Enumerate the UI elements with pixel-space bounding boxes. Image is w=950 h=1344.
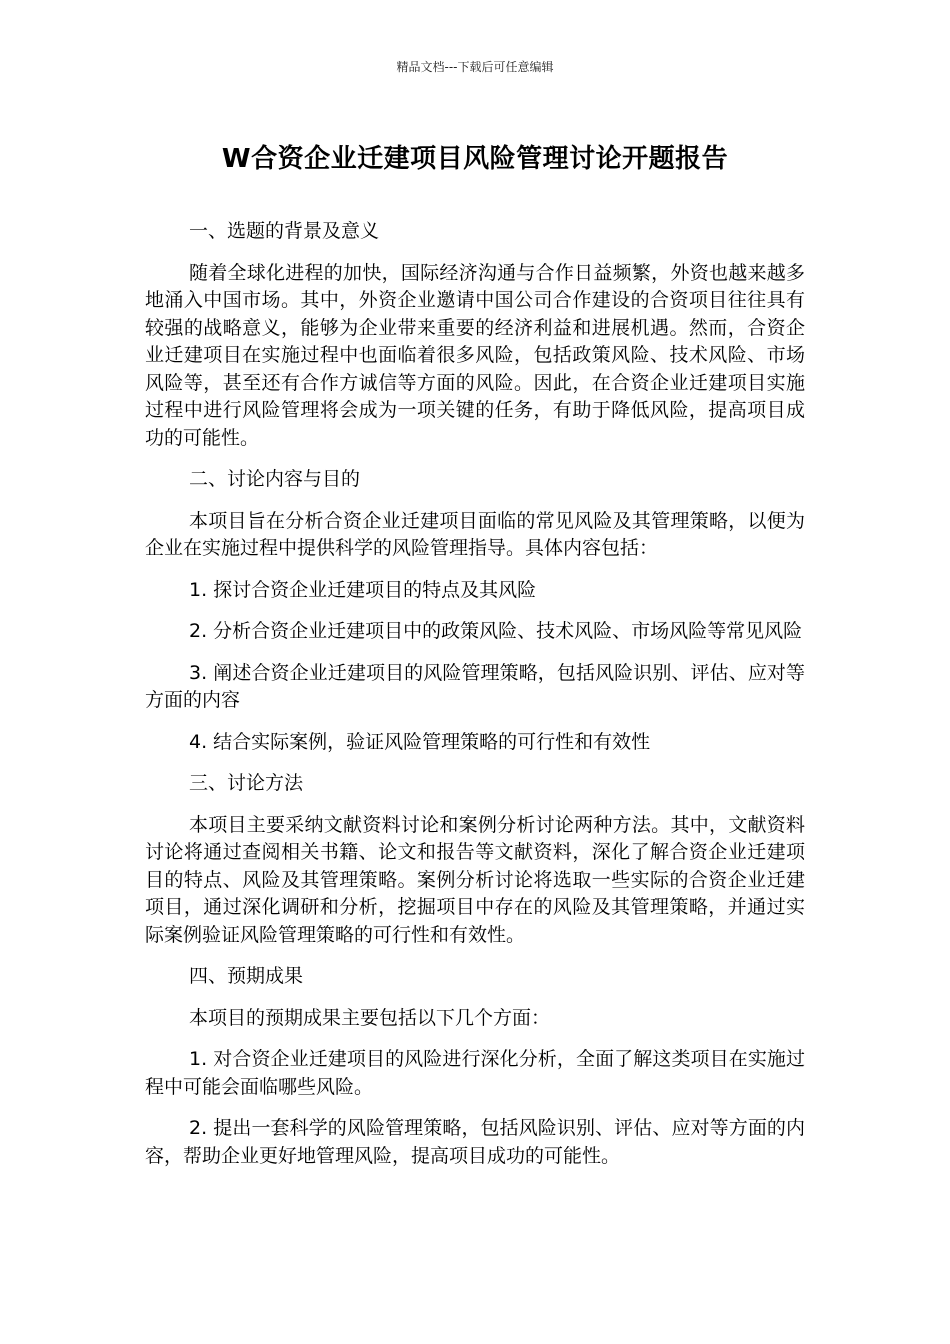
paragraph-content-intro: 本项目旨在分析合资企业迁建项目面临的常见风险及其管理策略，以便为企业在实施过程中提供科学的风险管理指导。具体内容包括： [145,509,805,559]
list-item-content-1: 1. 探讨合资企业迁建项目的特点及其风险 [189,578,537,601]
list-item-content-2: 2. 分析合资企业迁建项目中的政策风险、技术风险、市场风险等常见风险 [189,620,803,642]
section-heading-outcomes: 四、预期成果 [189,965,304,987]
section-heading-content: 二、讨论内容与目的 [189,468,361,490]
list-item-outcome-2: 2. 提出一套科学的风险管理策略，包括风险识别、评估、应对等方面的内容，帮助企业更好地管理风险，提高项目成功的可能性。 [145,1117,805,1167]
paragraph-method: 本项目主要采纳文献资料讨论和案例分析讨论两种方法。其中，文献资料讨论将通过查阅相关书籍、论文和报告等文献资料，深化了解合资企业迁建项目的特点、风险及其管理策略。案例分析讨论将选取一些实际的合资企业迁建项目，通过深化调研和分析，挖掘项目中存在的风险及其管理策略，并通过实际案例验证风险管理策略的可行性和有效性。 [145,813,805,946]
document-body [145,218,805,1184]
list-item-outcome-1: 1. 对合资企业迁建项目的风险进行深化分析，全面了解这类项目在实施过程中可能会面临哪些风险。 [145,1048,805,1098]
document-title: W合资企业迁建项目风险管理讨论开题报告 [221,144,729,174]
section-heading-method: 三、讨论方法 [189,772,304,794]
list-item-content-3: 3. 阐述合资企业迁建项目的风险管理策略，包括风险识别、评估、应对等方面的内容 [145,661,805,711]
header-note: 精品文档---下载后可任意编辑 [396,60,554,74]
list-item-content-4: 4. 结合实际案例，验证风险管理策略的可行性和有效性 [189,730,651,753]
paragraph-background: 随着全球化进程的加快，国际经济沟通与合作日益频繁，外资也越来越多地涌入中国市场。其中，外资企业邀请中国公司合作建设的合资项目往往具有较强的战略意义，能够为企业带来重要的经济利益和进展机遇。然而，合资企业迁建项目在实施过程中也面临着很多风险，包括政策风险、技术风险、市场风险等，甚至还有合作方诚信等方面的风险。因此，在合资企业迁建项目实施过程中进行风险管理将会成为一项关键的任务，有助于降低风险，提高项目成功的可能性。 [145,261,805,449]
section-heading-background: 一、选题的背景及意义 [189,220,380,242]
paragraph-outcomes-intro: 本项目的预期成果主要包括以下几个方面： [189,1006,551,1029]
